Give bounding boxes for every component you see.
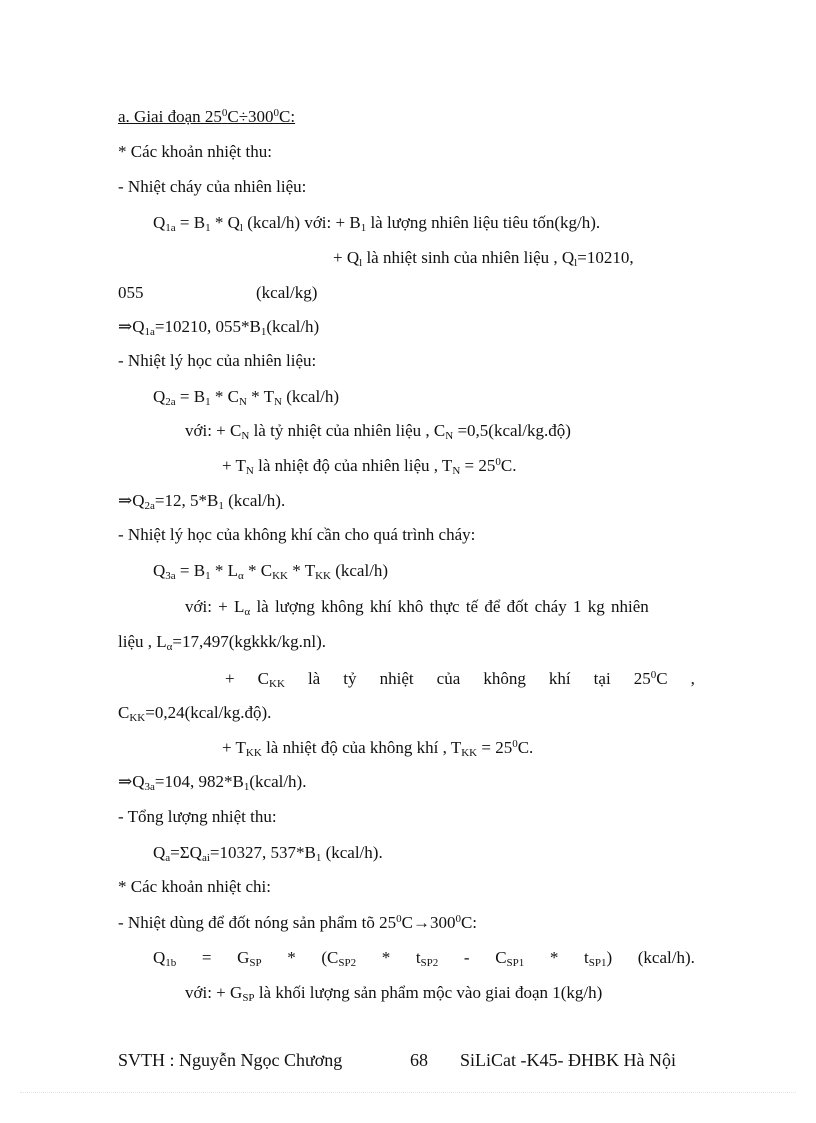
- q1a-result: $\Rightarrow Q_{1a}=10210$, $055*B_1(kcal/h)$: [118, 317, 320, 338]
- q2a-result: $\Rightarrow Q_{2a}=12$, $5*B_1$ (kcal/h).: [118, 491, 286, 512]
- l-alpha-value: liệu , $L_\alpha=17,497(kgkkk/kg.nl)$.: [118, 632, 327, 653]
- ckk-definition: + $C_{KK}$ là tỷ nhiệt của không khí tại $25^0C$ ,: [225, 669, 695, 690]
- gsp-definition: với: + $G_{SP}$ là khối lượng sản phẩm mộc vào giai đoạn 1(kg/h): [185, 983, 603, 1004]
- cn-definition: với: + $C_N$ là tỷ nhiệt của nhiên liệu , $C_N$ =0,5(kcal/kg.độ): [185, 421, 571, 442]
- qa-total-formula: $Q_a=\Sigma Q_{ai}=10327$, $537*B_1$ (kcal/h).: [153, 843, 383, 864]
- q3a-formula: $Q_{3a} = B_1 * L_\alpha * C_{KK} * T_{KK}$ (kcal/h): [153, 561, 389, 582]
- l-alpha-definition: với: + $L_\alpha$ là lượng không khí khô thực tế để đốt cháy 1 kg nhiên: [185, 597, 649, 618]
- ql-value-continuation: 055: [118, 283, 144, 302]
- tkk-definition: + $T_{KK}$ là nhiệt độ của không khí , $T_{KK} = 25^0C$.: [222, 738, 534, 759]
- fuel-combustion-title: - Nhiệt cháy của nhiên liệu:: [118, 177, 307, 196]
- q1a-formula: $Q_{1a} = B_1 * Q_l$ (kcal/h) với: + $B_1$ là lượng nhiên liệu tiêu tốn(kg/h).: [153, 213, 601, 234]
- q1b-formula: $Q_{1b}$ = $G_{SP}$ * ($C_{SP2}$ * $t_{SP2}$ - $C_{SP1}$ * $t_{SP1}$) (kcal/h).: [153, 948, 695, 969]
- ql-definition: + $Q_l$ là nhiệt sinh của nhiên liệu , $Q_l=10210$,: [333, 248, 634, 269]
- total-income-title: - Tổng lượng nhiệt thu:: [118, 807, 277, 826]
- ql-unit: (kcal/kg): [256, 283, 318, 302]
- ckk-value: $C_{KK}=0,24(kcal/kg.độ)$.: [118, 703, 272, 724]
- air-physical-heat-title: - Nhiệt lý học của không khí cần cho quá trình cháy:: [118, 525, 476, 544]
- footer-organization: SiLiCat -K45- ĐHBK Hà Nội: [460, 1050, 676, 1070]
- heat-expense-heading: * Các khoản nhiệt chi:: [118, 877, 271, 896]
- heat-income-heading: * Các khoản nhiệt thu:: [118, 142, 272, 161]
- product-heating-title: - Nhiệt dùng để đốt nóng sản phẩm tõ $25^0C\to 300^0C$:: [118, 913, 478, 932]
- q3a-result: $\Rightarrow Q_{3a}=104$, $982*B_1(kcal/h)$.: [118, 772, 307, 793]
- q2a-formula: $Q_{2a} = B_1 * C_N * T_N$ (kcal/h): [153, 387, 340, 408]
- tn-definition: + $T_N$ là nhiệt độ của nhiên liệu , $T_N = 25^0C$.: [222, 456, 517, 477]
- footer-author: SVTH : Nguyễn Ngọc Chương: [118, 1050, 343, 1070]
- fuel-physical-heat-title: - Nhiệt lý học của nhiên liệu:: [118, 351, 317, 370]
- page-bottom-divider: [20, 1092, 796, 1093]
- section-heading: a. Giai đoạn $25^0C\div 300^0C$:: [118, 107, 296, 126]
- footer-page-number: 68: [410, 1050, 428, 1070]
